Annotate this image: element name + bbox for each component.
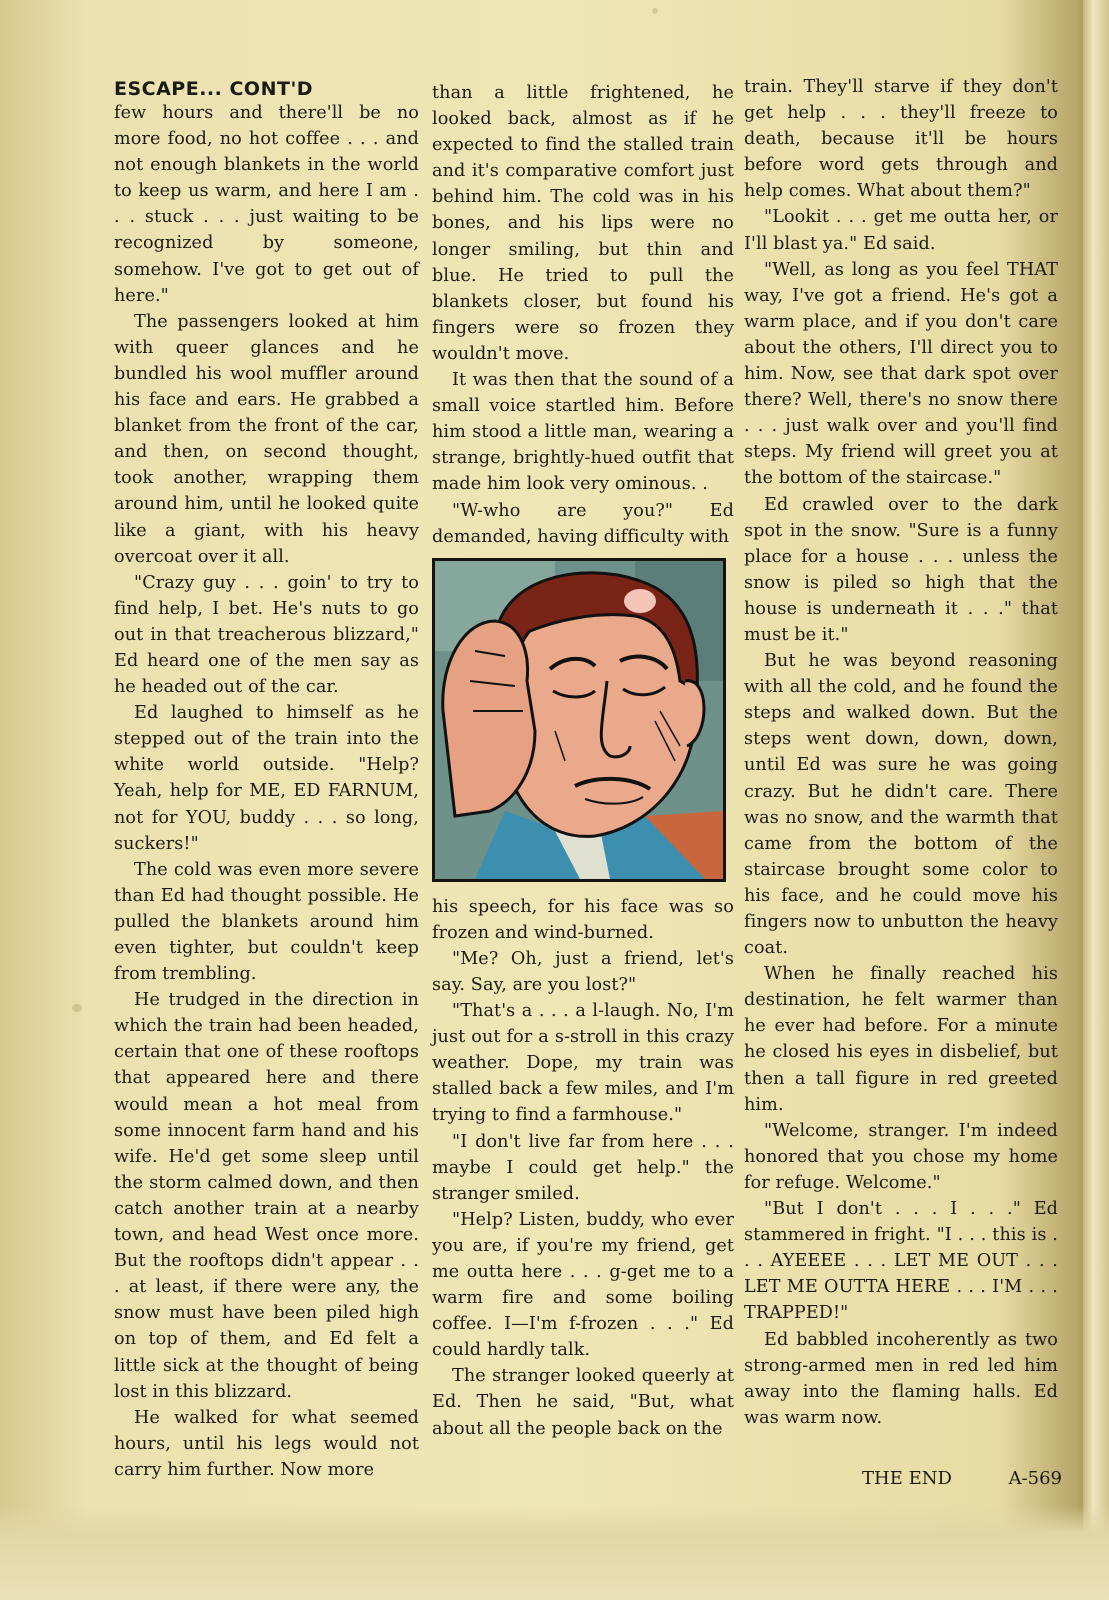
comic-panel-illustration bbox=[432, 558, 726, 882]
story-heading: ESCAPE... CONT'D bbox=[114, 78, 314, 100]
text-column-3 bbox=[744, 74, 1058, 1431]
paragraph: "I don't live far from here . . . maybe I could get help." the stranger smiled. bbox=[432, 1131, 734, 1204]
paragraph: his speech, for his face was so frozen and wind-burned. bbox=[432, 896, 734, 943]
paragraph: "Me? Oh, just a friend, let's say. Say, are you lost?" bbox=[432, 948, 734, 995]
paragraph: But he was beyond reasoning with all the cold, and he found the steps and walked down. But the steps went down, down, down, until Ed was sure he was going crazy. But he didn't care. There was no snow, and the warmth that came from the bottom of the staircase brought some color to his face, and he could move his fingers now to unbutton the heavy coat. bbox=[744, 651, 1058, 959]
paragraph: "Well, as long as you feel THAT way, I've got a friend. He's got a warm place, and if you don't care about the others, I'll direct you to him. Now, see that dark spot over there? Well, there's no snow there . . . just walk over and you'll find steps. My friend will greet you at the bottom of the staircase." bbox=[744, 259, 1058, 489]
paragraph: The cold was even more severe than Ed had thought possible. He pulled the blankets around him even tighter, but couldn't keep from trembling. bbox=[114, 859, 419, 985]
paragraph: train. They'll starve if they don't get help . . . they'll freeze to death, because it'll be hours before word gets through and help comes. What about them?" bbox=[744, 77, 1058, 202]
paragraph: He trudged in the direction in which the train had been headed, certain that one of these rooftops that appeared here and there would mean a hot meal from some innocent farm hand and his wife. He'd get some sleep until the storm calmed down, and then catch another train at a nearby town, and head West once more. But the rooftops didn't appear . . . at least, if there were any, the snow must have been piled high on top of them, and Ed felt a little sick at the thought of being lost in this blizzard. bbox=[114, 990, 419, 1402]
page-spine bbox=[1083, 0, 1109, 1600]
paragraph: than a little frightened, he looked back, almost as if he expected to find the stalled train and it's comparative comfort just behind him. The cold was in his bones, and his lips were no longer smiling, but thin and blue. He tried to pull the blankets closer, but found his fingers were so frozen they wouldn't move. bbox=[432, 83, 734, 364]
paragraph: Ed babbled incoherently as two strong-armed men in red led him away into the flaming halls. Ed was warm now. bbox=[744, 1329, 1058, 1428]
paragraph: He walked for what seemed hours, until his legs would not carry him further. Now more bbox=[114, 1407, 419, 1480]
page-bottom-edge bbox=[0, 1505, 1109, 1600]
paragraph: When he finally reached his destination, he felt warmer than he ever had before. For a minute he closed his eyes in disbelief, but then a tall figure in red greeted him. bbox=[744, 964, 1058, 1115]
paragraph: Ed laughed to himself as he stepped out of the train into the white world outside. "Help? Yeah, help for ME, ED FARNUM, not for YOU, buddy . . . so long, suckers!" bbox=[114, 703, 419, 854]
paragraph: The passengers looked at him with queer glances and he bundled his wool muffler around his face and ears. He grabbed a blanket from the front of the car, and then, on second thought, took another, wrapping them around him, until he looked quite like a giant, with his heavy overcoat over it all. bbox=[114, 311, 419, 567]
paragraph: "But I don't . . . I . . ." Ed stammered in fright. "I . . . this is . . . AYEEEE . . . LET ME OUT . . . LET ME OUTTA HERE . . . I'M . . . TRAPPED!" bbox=[744, 1199, 1058, 1324]
paragraph: The stranger looked queerly at Ed. Then he said, "But, what about all the people back on the bbox=[432, 1366, 734, 1439]
paragraph: Ed crawled over to the dark spot in the snow. "Sure is a funny place for a house . . . unless the snow is piled so high that the house is underneath it . . ." that must be it." bbox=[744, 494, 1058, 645]
paragraph: few hours and there'll be no more food, no hot coffee . . . and not enough blankets in the world to keep us warm, and here I am . . . stuck . . . just waiting to be recognized by someone, somehow. I've got to get out of here." bbox=[114, 103, 419, 306]
the-end-label: THE END bbox=[862, 1468, 952, 1489]
text-column-1 bbox=[114, 78, 419, 1483]
page-footer bbox=[862, 1468, 1062, 1489]
paper-stain bbox=[72, 1004, 82, 1012]
paragraph: "Help? Listen, buddy, who ever you are, if you're my friend, get me outta here . . . g-get me to a warm fire and some boiling coffee. I—I'm f-frozen . . ." Ed could hardly talk. bbox=[432, 1209, 734, 1361]
paragraph: "Crazy guy . . . goin' to try to find help, I bet. He's nuts to go out in that treacherous blizzard," Ed heard one of the men say as he headed out of the car. bbox=[114, 572, 419, 698]
paragraph: "That's a . . . a l-laugh. No, I'm just out for a s-stroll in this crazy weather. Dope, my train was stalled back a few miles, and I'm trying to find a farmhouse." bbox=[432, 1001, 734, 1126]
paragraph: "Lookit . . . get me outta her, or I'll blast ya." Ed said. bbox=[744, 207, 1058, 254]
text-column-2 bbox=[432, 80, 734, 1442]
paragraph: "W-who are you?" Ed demanded, having difficulty with bbox=[432, 500, 734, 547]
paper-stain bbox=[652, 8, 658, 14]
paragraph: "Welcome, stranger. I'm indeed honored that you chose my home for refuge. Welcome." bbox=[744, 1120, 1058, 1193]
shivering-man-face-illustration bbox=[435, 561, 723, 879]
page-code: A-569 bbox=[1008, 1468, 1062, 1489]
paragraph: It was then that the sound of a small voice startled him. Before him stood a little man, wearing a strange, brightly-hued outfit that made him look very ominous. . bbox=[432, 370, 734, 495]
